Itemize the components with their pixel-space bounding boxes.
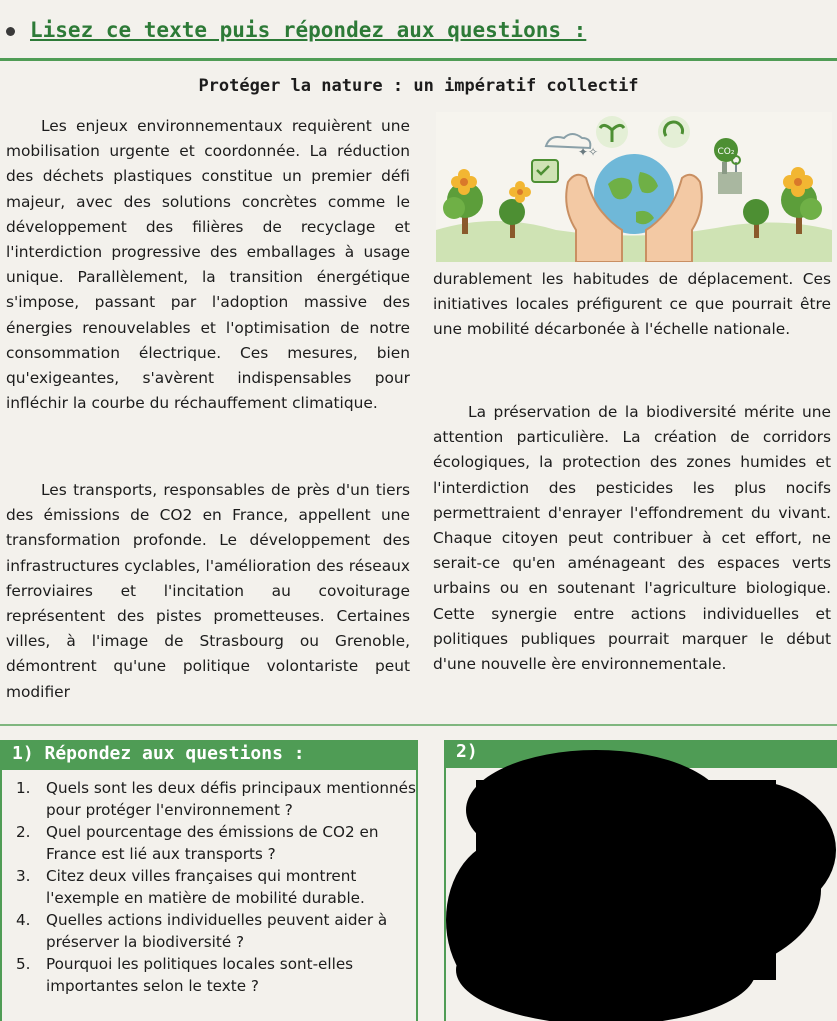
question-text: Quelles actions individuelles peuvent aider à préserver la biodiversité ? <box>46 911 388 951</box>
question-number: 5. <box>16 955 31 973</box>
question-item <box>16 910 416 953</box>
co2-badge <box>714 138 738 162</box>
question-number: 1. <box>16 779 31 797</box>
article-title: Protéger la nature : un impératif collectif <box>198 76 639 96</box>
recycle-icon <box>658 116 690 148</box>
question-number: 3. <box>16 867 31 885</box>
question-item <box>16 954 416 997</box>
section-2-number: 2) <box>456 741 478 762</box>
svg-text:CO₂: CO₂ <box>717 147 735 157</box>
question-item <box>16 822 416 865</box>
questions-header <box>2 742 416 770</box>
paragraph-intro: Les enjeux environnementaux requièrent une mobilisation urgente et coordonnée. La réduction des déchets plastiques constitue un premier défi majeur, avec des solutions concrètes comme le développement des filières de recyclage et l'interdiction progressive des emballages à usage unique. Parallèlement, la transition énergétique s'impose, passant par l'adoption massive des énergies renouvelables et l'optimisation de notre consommation électrique. Ces mesures, bien qu'exigeantes, s'avèrent indispensables pour infléchir la courbe du réchauffement climatique. <box>6 117 410 413</box>
question-text: Quels sont les deux défis principaux mentionnés pour protéger l'environnement ? <box>46 779 416 819</box>
paragraph-biodiversity: La préservation de la biodiversité mérite une attention particulière. La création de corridors écologiques, la protection des zones humides et l'interdiction des pesticides les plus nocifs permettraient d'enrayer l'effondrement du vivant. Chaque citoyen peut contribuer à cet effort, ne serait-ce qu'en aménageant des espaces verts urbains ou en soutenant l'agriculture biologique. Cette synergie entre actions individuelles et politiques publiques pourrait marquer le début d'une nouvelle ère environnementale. <box>433 403 831 674</box>
question-text: Pourquoi les politiques locales sont-elles importantes selon le texte ? <box>46 955 354 995</box>
question-text: Quel pourcentage des émissions de CO2 en France est lié aux transports ? <box>46 823 379 863</box>
paragraph-mobility-end: durablement les habitudes de déplacement. Ces initiatives locales préfigurent ce que pourrait être une mobilité décarbonée à l'échelle nationale. <box>433 270 831 339</box>
hands-holding-globe-illustration <box>436 112 832 262</box>
svg-text:✦✧: ✦✧ <box>578 145 599 159</box>
question-number: 2. <box>16 823 31 841</box>
divider <box>0 58 837 61</box>
sparkle-icon <box>578 145 598 159</box>
questions-title: 1) Répondez aux questions : <box>12 743 305 764</box>
section-2-box <box>444 740 837 1021</box>
question-item <box>16 866 416 909</box>
bullet-icon <box>6 27 15 36</box>
paragraph-transports: Les transports, responsables de près d'un tiers des émissions de CO2 en France, appellent une transformation profonde. Le développement des infrastructures cyclables, l'amélioration des réseaux ferroviaires et l'incitation au covoiturage représentent des pistes prometteuses. Certaines villes, à l'image de Strasbourg ou Grenoble, démontrent qu'une politique volontariste peut modifier <box>6 481 410 701</box>
instruction-heading: Lisez ce texte puis répondez aux questions : <box>30 18 587 42</box>
question-item <box>16 778 416 821</box>
divider <box>0 724 837 726</box>
question-list <box>16 778 416 998</box>
plant-icon <box>596 116 628 148</box>
redaction-scribble <box>446 740 837 1021</box>
questions-box <box>0 740 418 1021</box>
question-text: Citez deux villes françaises qui montrent l'exemple en matière de mobilité durable. <box>46 867 365 907</box>
checklist-icon <box>532 160 558 182</box>
question-number: 4. <box>16 911 31 929</box>
